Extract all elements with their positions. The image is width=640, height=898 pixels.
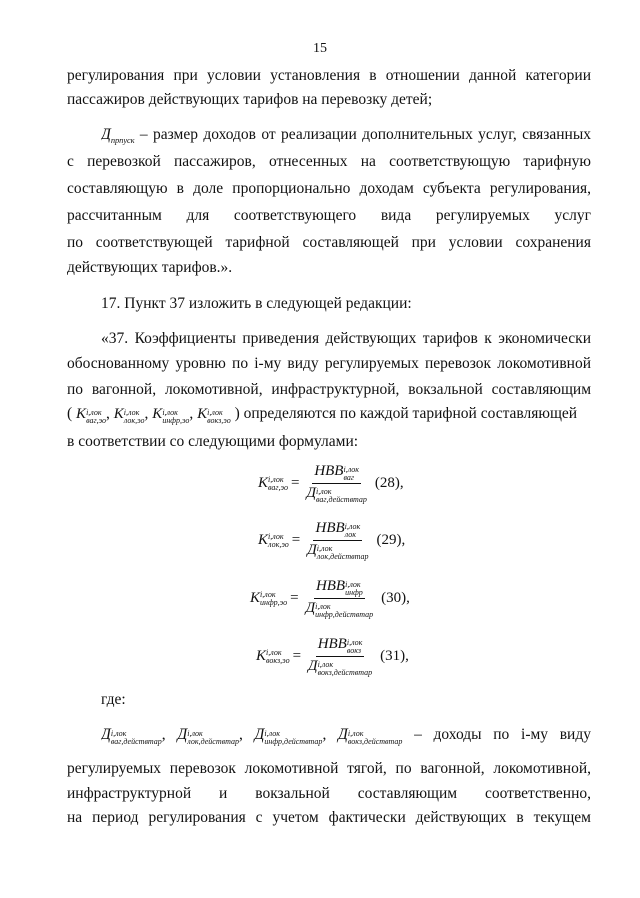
d-lok-inline: Д i,лок лок,действтар , [177, 726, 243, 746]
text-line-13-rest: ) определяются по каждой тарифной составляющей [234, 405, 578, 422]
text-line-8: действующих тарифов.». [67, 259, 233, 276]
d-vokz-inline: Д i,лок вокз,действтар [338, 726, 403, 746]
text-line-15 [101, 725, 591, 751]
d-prpusk-symbol: Д [101, 126, 111, 143]
text-line-3-rest: – размер доходов от реализации дополнительных услуг, связанных [134, 126, 591, 143]
text-line-18: на период регулирования с учетом фактически действующих в текущем [67, 809, 591, 826]
d-vag-inline: Д i,лок ваг,действтар , [101, 726, 166, 746]
text-line-17: инфраструктурной и вокзальной составляющим соответственно, [67, 785, 591, 802]
k-vokz-inline: K i,лок вокз,эо [197, 406, 231, 425]
text-line-15-rest: – доходы по i-му виду [414, 726, 591, 743]
formula-number: (28), [374, 475, 404, 491]
d-prpusk-subscript: прпуск [110, 135, 135, 145]
page-number: 15 [313, 41, 327, 56]
open-paren: ( [67, 405, 73, 422]
text-line-16: регулируемых перевозок локомотивной тягой, по вагонной, локомотивной, [67, 760, 591, 777]
d-infr-inline: Д i,лок инфр,действтар , [254, 726, 327, 746]
formula-31: K i,лок вокз,эо = НВВ i,лок вокз Д i,лок вокз,действтар (31), [256, 636, 409, 677]
k-infr-inline: K i,лок инфр,эо , [152, 405, 194, 425]
k-lok-inline: K i,лок лок,эо , [113, 405, 149, 425]
formula-28: K i,лок ваг,эо = НВВ i,лок ваг Д i,лок ваг,действтар (28), [258, 463, 404, 504]
text-line-11: обоснованному уровню по i-му виду регулируемых перевозок локомотивной [67, 355, 591, 372]
formula-number: (31), [380, 648, 409, 664]
formula-29: K i,лок лок,эо = НВВ i,лок лок Д i,лок лок,действтар (29), [258, 520, 406, 561]
gde-label: где: [101, 691, 126, 708]
k-vag-inline: K i,лок ваг,эо , [76, 405, 110, 425]
text-line-5: составляющую в доле пропорционально доходам субъекта регулирования, [67, 180, 591, 197]
text-line-6: рассчитанным для соответствующего вида регулируемых услуг [67, 207, 591, 224]
text-line-13 [67, 404, 591, 428]
text-line-9: 17. Пункт 37 изложить в следующей редакции: [101, 295, 412, 312]
formula-30: K i,лок инфр,эо = НВВ i,лок инфр Д i,лок инфр,действтар (30), [250, 578, 410, 619]
text-line-3 [101, 125, 591, 145]
text-line-2: пассажиров действующих тарифов на перевозку детей; [67, 91, 433, 108]
text-line-1: регулирования при условии установления в отношении данной категории [67, 67, 591, 84]
text-line-14: в соответствии со следующими формулами: [67, 433, 359, 450]
formula-number: (29), [376, 532, 406, 548]
text-line-12: по вагонной, локомотивной, инфраструктурной, вокзальной составляющим [67, 381, 591, 398]
text-line-10: «37. Коэффициенты приведения действующих тарифов к экономически [101, 330, 591, 347]
text-line-7: по соответствующей тарифной составляющей при условии сохранения [67, 234, 591, 251]
formula-number: (30), [381, 590, 410, 606]
text-line-4: с перевозкой пассажиров, отнесенных на соответствующую тарифную [67, 153, 591, 170]
